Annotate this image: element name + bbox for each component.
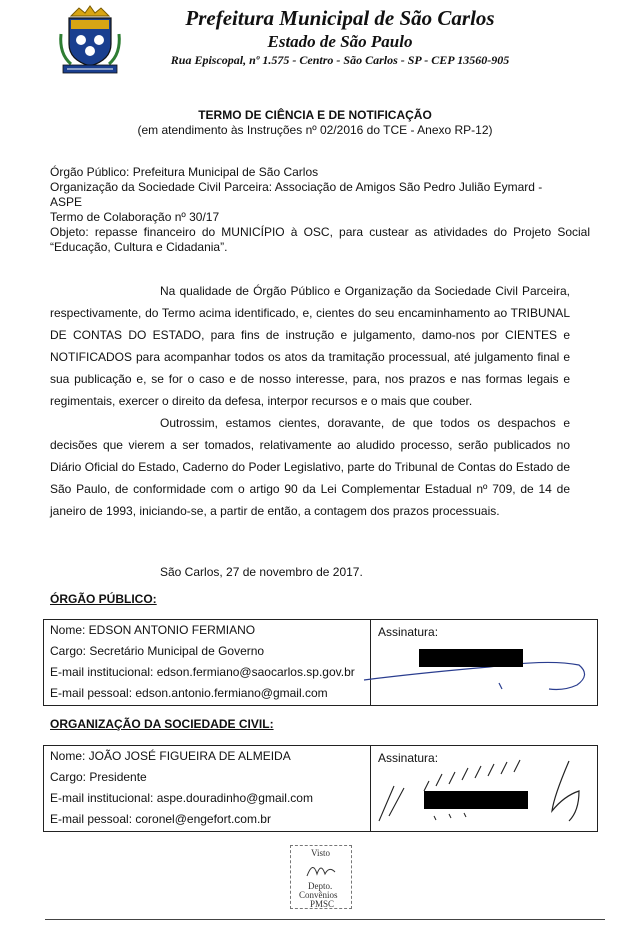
email-institucional-field: E-mail institucional: edson.fermiano@saocarlos.sp.gov.br [50,665,355,679]
body-text [50,280,570,522]
header-address: Rua Episcopal, nº 1.575 - Centro - São Carlos - SP - CEP 13560-905 [170,53,510,67]
term-subtitle: (em atendimento às Instruções nº 02/2016 do TCE - Anexo RP-12) [137,123,493,137]
stamp-convenios: Convênios [299,890,338,900]
nome-field: Nome: JOÃO JOSÉ FIGUEIRA DE ALMEIDA [50,749,291,763]
visto-stamp [290,845,352,909]
info-block [50,165,590,255]
column-divider [370,746,371,831]
organizacao-line-2: ASPE [50,195,83,209]
cargo-field: Cargo: Presidente [50,770,147,784]
signature-redaction [419,649,523,667]
section-heading-osc: ORGANIZAÇÃO DA SOCIEDADE CIVIL: [50,717,274,731]
email-pessoal-field: E-mail pessoal: coronel@engefort.com.br [50,812,271,826]
orgao-publico-line: Órgão Público: Prefeitura Municipal de São Carlos [50,165,319,179]
email-pessoal-field: E-mail pessoal: edson.antonio.fermiano@gmail.com [50,686,328,700]
section-heading-orgao-publico: ÓRGÃO PÚBLICO: [50,592,157,606]
cargo-field: Cargo: Secretário Municipal de Governo [50,644,265,658]
nome-field: Nome: EDSON ANTONIO FERMIANO [50,623,256,637]
header-subtitle: Estado de São Paulo [267,32,413,51]
header-title: Prefeitura Municipal de São Carlos [185,6,495,30]
organizacao-line-1: Organização da Sociedade Civil Parceira: Associação de Amigos São Pedro Julião Eymard - [50,180,543,194]
stamp-pmsc: PMSC [310,899,335,909]
stamp-depto: Depto. [308,881,333,891]
signature-box-osc [43,745,598,832]
email-institucional-field: E-mail institucional: aspe.douradinho@gmail.com [50,791,313,805]
stamp-initials [303,858,339,880]
objeto-line: Objeto: repasse financeiro do MUNICÍPIO à OSC, para custear as atividades do Projeto Social “Educação, Cultura e Cidadania”. [50,225,590,254]
place-date: São Carlos, 27 de novembro de 2017. [160,565,363,579]
termo-line: Termo de Colaboração nº 30/17 [50,210,220,224]
signature-redaction [424,791,528,809]
paragraph-2: Outrossim, estamos cientes, doravante, de que todos os despachos e decisões que vierem a ser tomados, relativamente ao aludido processo, serão publicados no Diário Oficial do Estado, Caderno do Poder Legislativo, parte do Tribunal de Contas do Estado de São Paulo, de conformidade com o artigo 90 da Lei Complementar Estadual nº 709, de 14 de janeiro de 1993, iniciando-se, a partir de então, a contagem dos prazos processuais. [50,416,570,518]
stamp-visto: Visto [311,848,330,858]
coat-of-arms-icon [57,4,123,76]
bottom-rule [45,919,605,920]
paragraph-1: Na qualidade de Órgão Público e Organização da Sociedade Civil Parceira, respectivamente, do Termo acima identificado, e, cientes do seu encaminhamento ao TRIBUNAL DE CONTAS DO ESTADO, para fins de instrução e julgamento, damo-nos por CIENTES e NOTIFICADOS para acompanhar todos os atos da tramitação processual, até julgamento final e sua publicação e, se for o caso e de nosso interesse, para, nos prazos e nas formas legais e regimentais, exercer o direito da defesa, interpor recursos e o mais que couber. [50,284,570,408]
assinatura-label: Assinatura: [378,751,439,765]
term-title: TERMO DE CIÊNCIA E DE NOTIFICAÇÃO [198,108,432,122]
assinatura-label: Assinatura: [378,625,439,639]
signature-box-orgao-publico [43,619,598,706]
